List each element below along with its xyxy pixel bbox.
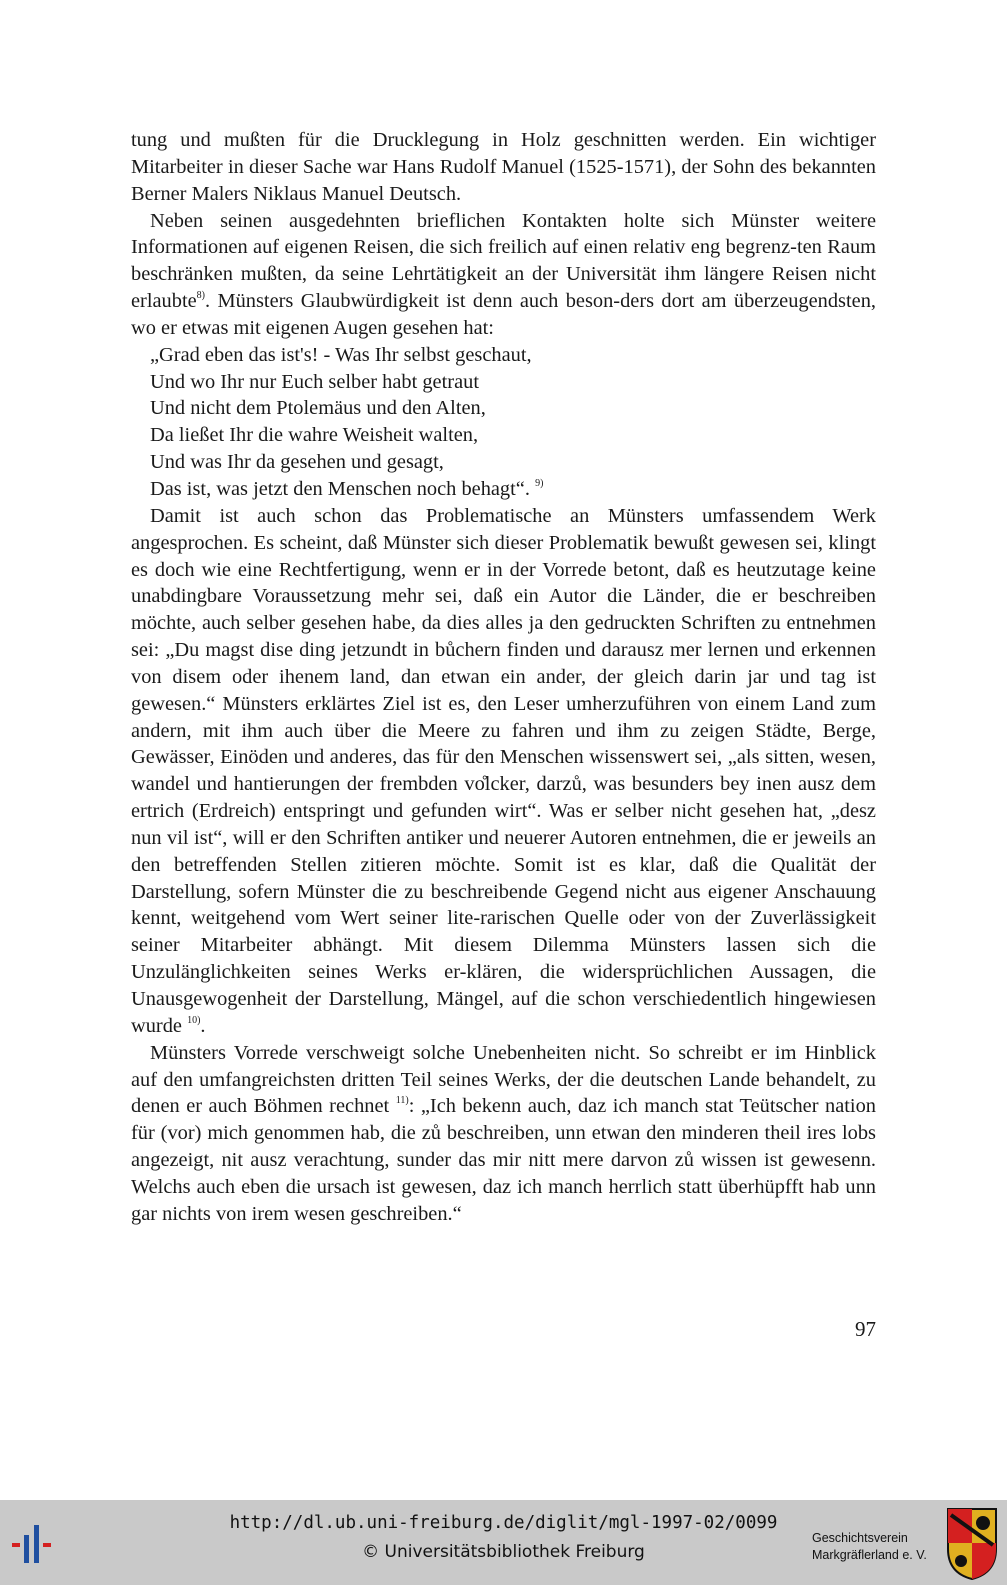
page-text xyxy=(131,127,876,1228)
poem-line-text: Das ist, was jetzt den Menschen noch behagt“. xyxy=(150,477,530,500)
footnote-ref-9: 9) xyxy=(535,477,544,489)
paragraph-2 xyxy=(131,208,876,342)
paragraph-2-text-a: Neben seinen ausgedehnten brieflichen Kontakten holte sich Münster weitere Informationen auf eigenen Reisen, die sich freilich auf einen relativ eng begrenz-ten Raum beschränken mußten, da seine Lehrtätigkeit an der Universität ihm längere Reisen nicht erlaubte xyxy=(131,209,876,313)
poem-line: „Grad eben das ist's! - Was Ihr selbst geschaut, xyxy=(150,343,532,366)
poem-quote xyxy=(150,342,876,503)
society-name-line-2: Markgräflerland e. V. xyxy=(812,1548,927,1562)
paragraph-4-text-a: Münsters Vorrede verschweigt solche Unebenheiten nicht. So schreibt er im Hinblick auf den umfangreichsten dritten Teil seines Werks, der die deutschen Lande behandelt, zu denen er auch Böhmen rechnet xyxy=(131,1041,876,1118)
society-name-line-1: Geschichtsverein xyxy=(812,1531,908,1545)
poem-line-last xyxy=(150,476,876,503)
footer-url-link[interactable]: http://dl.ub.uni-freiburg.de/diglit/mgl-1997-02/0099 xyxy=(229,1513,778,1533)
footnote-ref-10: 10) xyxy=(187,1014,201,1026)
poem-line: Da ließet Ihr die wahre Weisheit walten, xyxy=(150,424,479,447)
footer-bar xyxy=(0,1500,1007,1585)
poem-line: Und was Ihr da gesehen und gesagt, xyxy=(150,451,444,474)
paragraph-2-text-b: . Münsters Glaubwürdigkeit ist denn auch beson-ders dort am überzeugendsten, wo er etwas mit eigenen Augen gesehen hat: xyxy=(131,290,876,339)
paragraph-4 xyxy=(131,1040,876,1228)
society-name[interactable] xyxy=(812,1530,927,1564)
footer-copyright: © Universitätsbibliothek Freiburg xyxy=(362,1542,645,1562)
paragraph-4-text-b: : „Ich bekenn auch, daz ich manch stat Teütscher nation für (vor) mich genommen hab, die zů beschreiben, unn etwan den minderen theil ires lobs angezeigt, nit ausz verachtung, sunder das mir nitt mere darvon zů wissen ist gewesenn. Welchs auch eben die ursach ist gewesen, daz ich manch herrlich statt überhüpfft hab unn gar nichts von irem wesen geschreiben.“ xyxy=(131,1095,876,1225)
page-number: 97 xyxy=(855,1317,876,1341)
footnote-ref-11: 11) xyxy=(395,1095,409,1107)
poem-line: Und wo Ihr nur Euch selber habt getraut xyxy=(150,370,479,393)
paragraph-1 xyxy=(131,127,876,208)
paragraph-3-text-b: . xyxy=(200,1014,206,1037)
footnote-ref-8: 8) xyxy=(196,290,206,302)
paragraph-3-text-a: Damit ist auch schon das Problematische an Münsters umfassendem Werk angesprochen. Es scheint, daß Münster sich dieser Problematik bewußt gewesen sei, klingt es doch wie eine Rechtfertigung, wenn er in der Vorrede betont, daß es heutzutage keine unabdingbare Voraussetzung mehr sei, daß ein Autor die Länder, die er beschreiben möchte, auch selber gesehen habe, da dies alles ja den gedruckten Schriften zu entnehmen sei: „Du magst dise ding jetzundt in bůchern finden und darausz mer lernen und erkennen von disem oder ihenem land, dan etwan ein ander, der gleich darin jar und tag ist gewesen.“ Münsters erklärtes Ziel ist es, den Leser umherzuführen von einem Land zum andern, mit ihm auch über die Meere zu fahren und ihm zu zeigen Städte, Berge, Gewässer, Einöden und anderes, das für den Menschen wissenswert sei, „als sitten, wesen, wandel und hantierungen der frembden vo̊lcker, darzů, was besunders bey inen ausz dem ertrich (Erdreich) entspringt und gefunden wirt“. Was er selber nicht gesehen hat, „desz nun vil ist“, will er den Schriften antiker und neuerer Autoren entnehmen, die er jeweils an den betreffenden Stellen zitieren möchte. Somit ist es klar, daß die Qualität der Darstellung, sofern Münster die zu beschreibende Gegend nicht aus eigener Anschauung kennt, weitgehend vom Wert seiner lite-rarischen Quelle oder von der Zuverlässigkeit seiner Mitarbeiter abhängt. Mit diesem Dilemma Münsters lassen sich die Unzulänglichkeiten seines Werks er-klären, die widersprüchlichen Aussagen, die Unausgewogenheit der Darstellung, Mängel, auf die schon verschiedentlich hingewiesen wurde xyxy=(131,504,876,1037)
coat-of-arms-icon[interactable] xyxy=(945,1505,999,1581)
paragraph-1-text: tung und mußten für die Drucklegung in Holz geschnitten werden. Ein wichtiger Mitarbeiter in dieser Sache war Hans Rudolf Manuel (1525-1571), der Sohn des bekannten Berner Malers Niklaus Manuel Deutsch. xyxy=(131,129,876,205)
paragraph-3 xyxy=(131,503,876,1040)
poem-line: Und nicht dem Ptolemäus und den Alten, xyxy=(150,397,486,420)
